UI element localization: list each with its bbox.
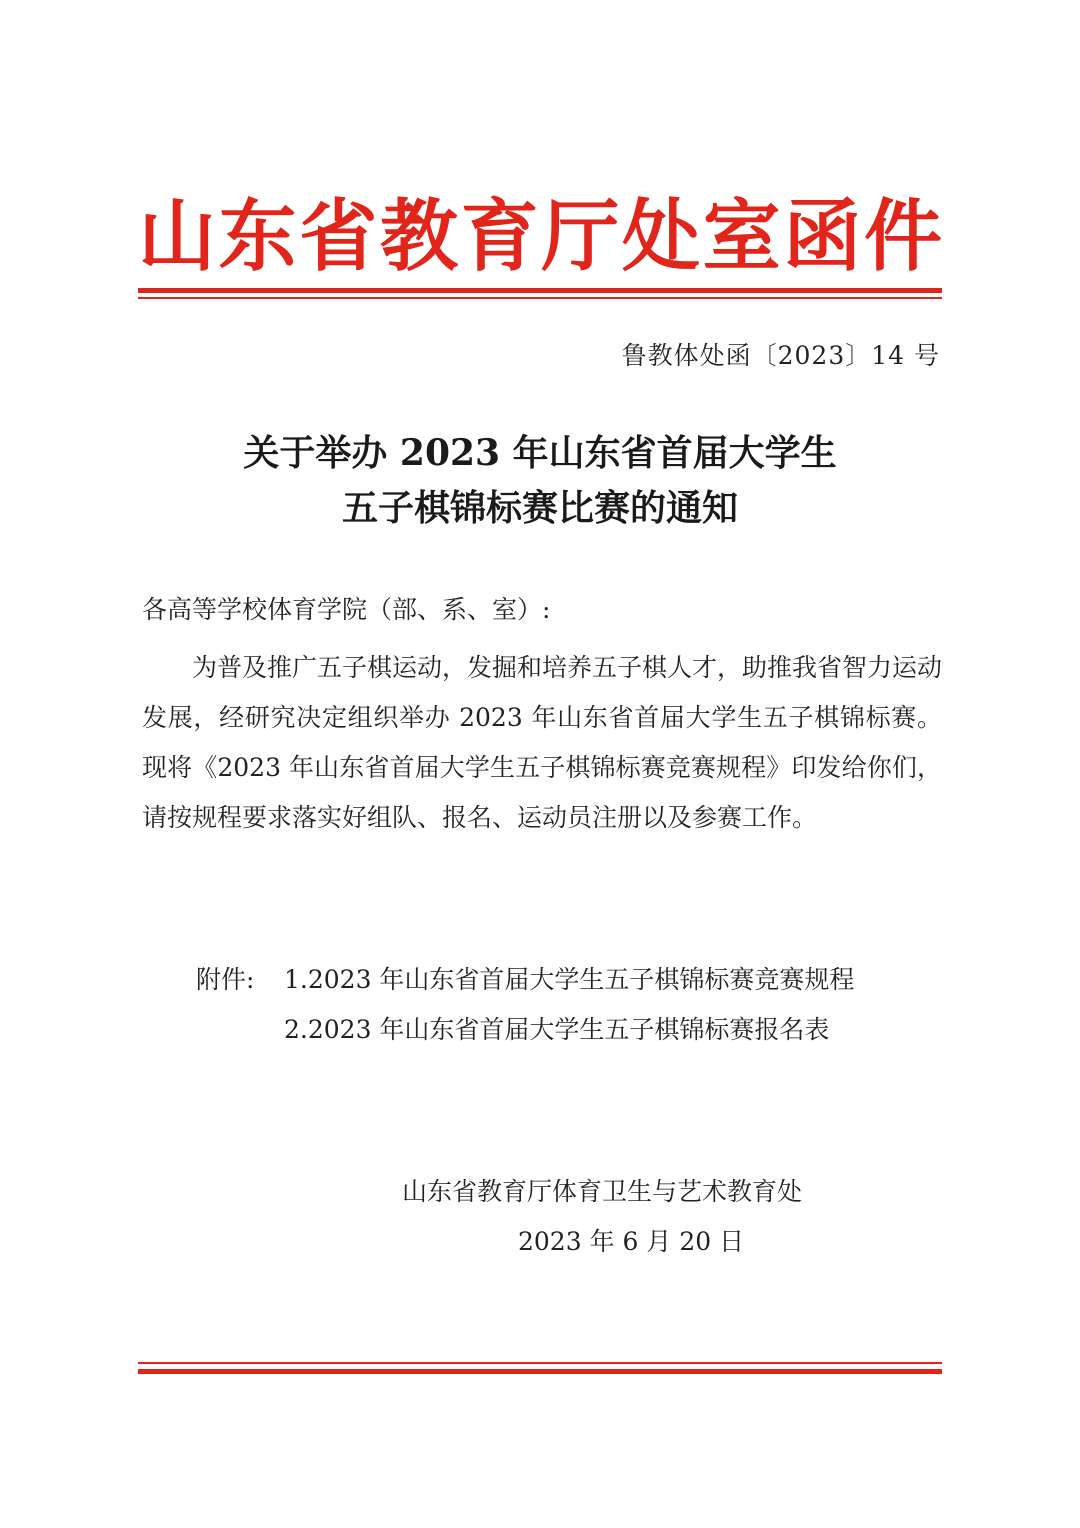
attachment-item-1: 1.2023 年山东省首届大学生五子棋锦标赛竞赛规程 (284, 965, 855, 994)
document-number: 鲁教体处函〔2023〕14 号 (621, 341, 940, 370)
footer-rule-thick (138, 1369, 942, 1374)
notice-title-line-1: 关于举办 2023 年山东省首届大学生 (243, 432, 837, 474)
attachment-item-2: 2.2023 年山东省首届大学生五子棋锦标赛报名表 (284, 1015, 830, 1044)
notice-title-line-2: 五子棋锦标赛比赛的通知 (341, 487, 738, 529)
masthead-title: 山东省教育厅处室函件 (138, 192, 942, 282)
header-rule-thick (138, 288, 942, 293)
footer-rule-thin (138, 1362, 942, 1364)
salutation: 各高等学校体育学院（部、系、室）: (142, 595, 551, 624)
issue-date: 2023 年 6 月 20 日 (518, 1227, 745, 1256)
issuing-office: 山东省教育厅体育卫生与艺术教育处 (402, 1177, 803, 1206)
header-rule-thin (138, 297, 942, 299)
attachments-label: 附件: (196, 965, 255, 994)
body-paragraph: 为普及推广五子棋运动，发掘和培养五子棋人才，助推我省智力运动发展，经研究决定组织举办 2023 年山东省首届大学生五子棋锦标赛。现将《2023 年山东省首届大学生五子棋锦标赛竞赛规程》印发给你们，请按规程要求落实好组队、报名、运动员注册以及参赛工作。 (142, 653, 943, 832)
